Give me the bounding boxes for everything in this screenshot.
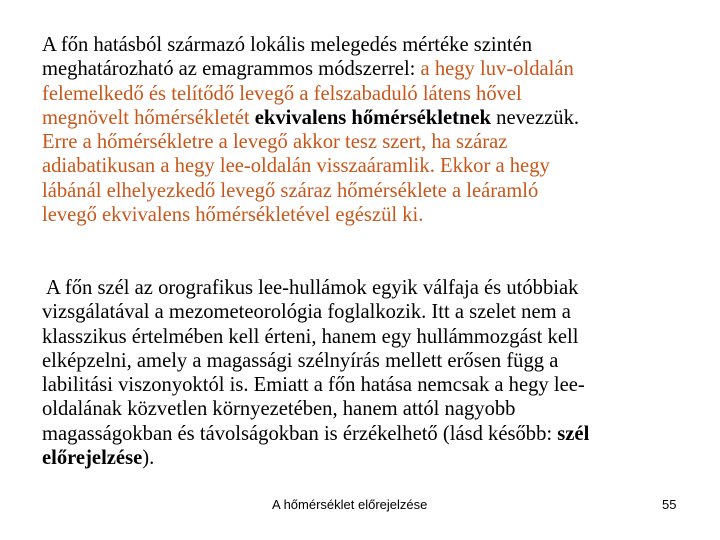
text-segment: ). (142, 447, 155, 470)
paragraph-line (42, 33, 579, 57)
cross-reference-term: előrejelzése (42, 447, 143, 470)
text-segment: nevezzük. (491, 106, 580, 129)
paragraph-line-highlighted (42, 179, 579, 203)
text-segment: vizsgálatával a mezometeorológia foglalkozik. Itt a szelet nem a (42, 301, 571, 324)
text-segment: A főn szél az orografikus lee-hullámok egyik válfaja és utóbbiak (42, 277, 579, 299)
highlighted-text: a hegy luv-oldalán (420, 58, 574, 81)
paragraph-line (42, 373, 589, 397)
paragraph-foehn-mesometeorology (42, 276, 589, 470)
text-segment: labilitási viszonyoktól is. Emiatt a főn hatása nemcsak a hegy lee- (42, 374, 585, 397)
defined-term: ekvivalens hőmérsékletnek (254, 106, 491, 129)
text-segment: meghatározható az emagrammos módszerrel: (42, 58, 421, 81)
text-segment: elképzelni, amely a magassági szélnyírás mellett erősen függ a (42, 349, 559, 372)
paragraph-line-highlighted (42, 130, 579, 154)
paragraph-line (42, 276, 589, 300)
paragraph-line (42, 300, 589, 324)
paragraph-line (42, 397, 589, 421)
text-segment: A főn hatásból származó lokális melegedés mértéke szintén (42, 34, 533, 56)
paragraph-line-highlighted (42, 82, 579, 106)
paragraph-line (42, 106, 579, 130)
paragraph-line (42, 57, 579, 81)
cross-reference-term: szél (557, 422, 590, 445)
footer-title: A hőmérséklet előrejelzése (272, 497, 428, 512)
paragraph-line-highlighted (42, 154, 579, 178)
paragraph-line-highlighted (42, 203, 579, 227)
highlighted-text: felemelkedő és telítődő levegő a felszabaduló látens hővel (42, 82, 522, 105)
highlighted-text: Erre a hőmérsékletre a levegő akkor tesz szert, ha száraz (42, 131, 508, 154)
paragraph-line (42, 349, 589, 373)
text-segment: klasszikus értelmében kell érteni, hanem egy hullámmozgást kell (42, 325, 579, 348)
paragraph-line (42, 446, 589, 470)
page-number: 55 (662, 497, 677, 512)
text-segment: magasságokban és távolságokban is érzékelhető (lásd később: (42, 422, 558, 445)
highlighted-text: megnövelt hőmérsékletét (42, 106, 255, 129)
text-segment: oldalának közvetlen környezetében, hanem attól nagyobb (42, 398, 516, 421)
highlighted-text: adiabatikusan a hegy lee-oldalán visszaáramlik. Ekkor a hegy (42, 155, 550, 178)
highlighted-text: levegő ekvivalens hőmérsékletével egészül ki. (42, 204, 424, 227)
highlighted-text: lábánál elhelyezkedő levegő száraz hőmérséklete a leáramló (42, 179, 539, 202)
paragraph-line (42, 325, 589, 349)
paragraph-line (42, 422, 589, 446)
paragraph-foehn-warming (42, 33, 579, 227)
